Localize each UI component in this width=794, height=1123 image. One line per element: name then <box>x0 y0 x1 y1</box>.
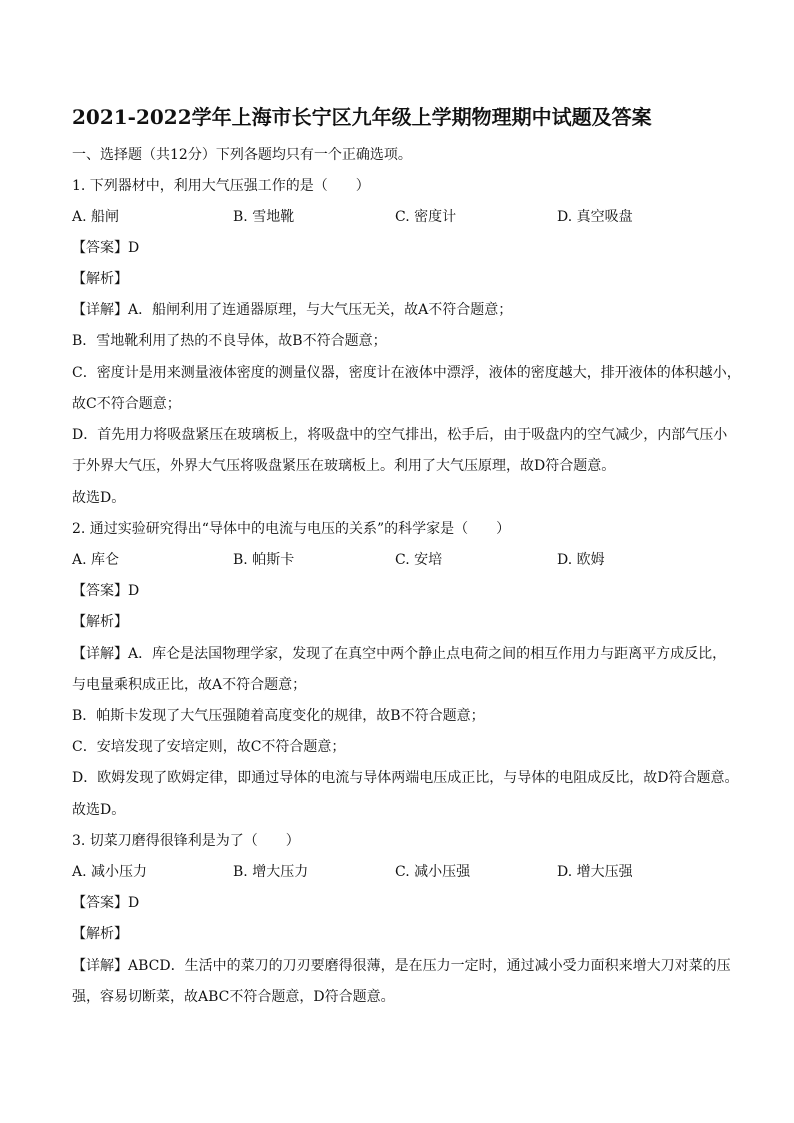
q3-detail-tag: 【详解】 <box>72 958 128 974</box>
q1-line-d: D．首先用力将吸盘紧压在玻璃板上，将吸盘中的空气排出，松手后，由于吸盘内的空气减少，内部气压小 <box>72 427 728 443</box>
q2-answer: 【答案】D <box>72 583 140 599</box>
q2-line-d: D．欧姆发现了欧姆定律，即通过导体的电流与导体两端电压成正比，与导体的电阻成反比，故D符合题意。 <box>72 770 739 786</box>
q2-conclusion: 故选D。 <box>72 802 126 818</box>
q2-detail-line <box>72 645 734 663</box>
q3-detail-line <box>72 957 734 975</box>
q2-option-c: C. 安培 <box>395 552 443 568</box>
q2-detail-text: A．库仑是法国物理学家，发现了在真空中两个静止点电荷之间的相互作用力与距离平方成反比， <box>128 646 727 662</box>
q3-answer: 【答案】D <box>72 895 140 911</box>
q1-line-c-cont: 故C不符合题意； <box>72 396 181 412</box>
question-3: 3. 切菜刀磨得很锋利是为了（ ） <box>72 833 300 849</box>
q1-option-d: D. 真空吸盘 <box>557 209 633 225</box>
q1-option-c: C. 密度计 <box>395 209 457 225</box>
q1-option-b: B. 雪地靴 <box>233 209 295 225</box>
q1-answer: 【答案】D <box>72 240 140 256</box>
q3-line-cont: 强，容易切断菜，故ABC不符合题意，D符合题意。 <box>72 989 395 1005</box>
q2-line-c: C．安培发现了安培定则，故C不符合题意； <box>72 739 346 755</box>
q3-option-d: D. 增大压强 <box>557 864 633 880</box>
q3-detail-text: ABCD．生活中的菜刀的刀刃要磨得很薄，是在压力一定时，通过减小受力面积来增大刀对菜的压 <box>128 958 731 974</box>
q1-line-b: B．雪地靴利用了热的不良导体，故B不符合题意； <box>72 333 387 349</box>
q1-line-d-cont: 于外界大气压，外界大气压将吸盘紧压在玻璃板上。利用了大气压原理，故D符合题意。 <box>72 458 616 474</box>
q1-option-a: A. 船闸 <box>72 209 120 225</box>
q3-option-a: A. 减小压力 <box>72 864 148 880</box>
q2-analysis-label: 【解析】 <box>72 614 128 630</box>
question-1: 1. 下列器材中，利用大气压强工作的是（ ） <box>72 178 370 194</box>
q3-analysis-label: 【解析】 <box>72 926 128 942</box>
q2-line-a-cont: 与电量乘积成正比，故A不符合题意； <box>72 677 307 693</box>
q2-option-b: B. 帕斯卡 <box>233 552 295 568</box>
q3-option-b: B. 增大压力 <box>233 864 309 880</box>
q1-detail-text: A．船闸利用了连通器原理，与大气压无关，故A不符合题意； <box>128 302 513 318</box>
q1-line-c: C．密度计是用来测量液体密度的测量仪器，密度计在液体中漂浮，液体的密度越大，排开液体的体积越小， <box>72 365 741 381</box>
q2-line-b: B．帕斯卡发现了大气压强随着高度变化的规律，故B不符合题意； <box>72 708 485 724</box>
section-heading: 一、选择题（共12分）下列各题均只有一个正确选项。 <box>72 147 412 163</box>
page-title: 2021-2022学年上海市长宁区九年级上学期物理期中试题及答案 <box>72 105 652 129</box>
q2-option-d: D. 欧姆 <box>557 552 605 568</box>
q1-detail-line <box>72 301 734 319</box>
q2-option-a: A. 库仑 <box>72 552 120 568</box>
q3-option-c: C. 减小压强 <box>395 864 471 880</box>
q1-conclusion: 故选D。 <box>72 490 126 506</box>
q2-detail-tag: 【详解】 <box>72 646 128 662</box>
q1-detail-tag: 【详解】 <box>72 302 128 318</box>
q1-analysis-label: 【解析】 <box>72 271 128 287</box>
question-2: 2. 通过实验研究得出“导体中的电流与电压的关系”的科学家是（ ） <box>72 521 511 537</box>
